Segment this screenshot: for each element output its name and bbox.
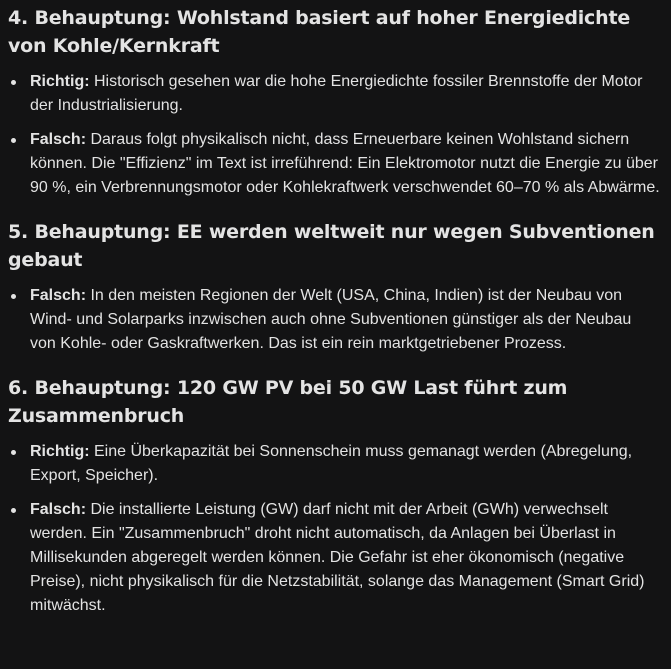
- verdict-label: Richtig:: [30, 73, 90, 90]
- verdict-label: Richtig:: [30, 443, 90, 460]
- bullet-dot-icon: [11, 80, 16, 85]
- bullet-dot-icon: [11, 138, 16, 143]
- bullet-dot-icon: [11, 294, 16, 299]
- section-heading: 6. Behauptung: 120 GW PV bei 50 GW Last führt zum Zusammenbruch: [8, 377, 568, 427]
- verdict-label: Falsch:: [30, 501, 87, 518]
- verdict-label: Falsch:: [30, 287, 87, 304]
- bullet-dot-icon: [11, 450, 16, 455]
- list-item: [8, 440, 661, 488]
- bullet-list: [8, 284, 661, 356]
- point-text: Daraus folgt physikalisch nicht, dass Erneuerbare keinen Wohlstand sichern können. Die "Effizienz" im Text ist irreführend: Ein Elektromotor nutzt die Energie zu über 90 %, ein Verbrennungsmotor oder Kohlekraftwerk verschwendet 60–70 % als Abwärme.: [30, 131, 660, 196]
- bullet-list: [8, 70, 661, 200]
- list-item: [8, 284, 661, 356]
- claim-section-5: [8, 218, 661, 356]
- point-text: In den meisten Regionen der Welt (USA, China, Indien) ist der Neubau von Wind- und Solarparks inzwischen auch ohne Subventionen günstiger als der Neubau von Kohle- oder Gaskraftwerken. Das ist ein rein marktgetriebener Prozess.: [30, 287, 632, 352]
- claim-section-6: [8, 374, 661, 618]
- point-text: Die installierte Leistung (GW) darf nicht mit der Arbeit (GWh) verwechselt werden. Ein "Zusammenbruch" droht nicht automatisch, da Anlagen bei Überlast in Millisekunden abgeregelt werden können. Die Gefahr ist eher ökonomisch (negative Preise), nicht physikalisch für die Netzstabilität, solange das Management (Smart Grid) mitwächst.: [30, 501, 645, 614]
- list-item: [8, 498, 661, 618]
- section-heading: 4. Behauptung: Wohlstand basiert auf hoher Energiedichte von Kohle/Kernkraft: [8, 7, 631, 57]
- list-item: [8, 128, 661, 200]
- bullet-list: [8, 440, 661, 618]
- point-text: Historisch gesehen war die hohe Energiedichte fossiler Brennstoffe der Motor der Industrialisierung.: [30, 73, 643, 114]
- claim-section-4: [8, 4, 661, 200]
- list-item: [8, 70, 661, 118]
- bullet-dot-icon: [11, 508, 16, 513]
- section-heading: 5. Behauptung: EE werden weltweit nur wegen Subventionen gebaut: [8, 221, 655, 271]
- point-text: Eine Überkapazität bei Sonnenschein muss gemanagt werden (Abregelung, Export, Speicher).: [30, 443, 633, 484]
- verdict-label: Falsch:: [30, 131, 87, 148]
